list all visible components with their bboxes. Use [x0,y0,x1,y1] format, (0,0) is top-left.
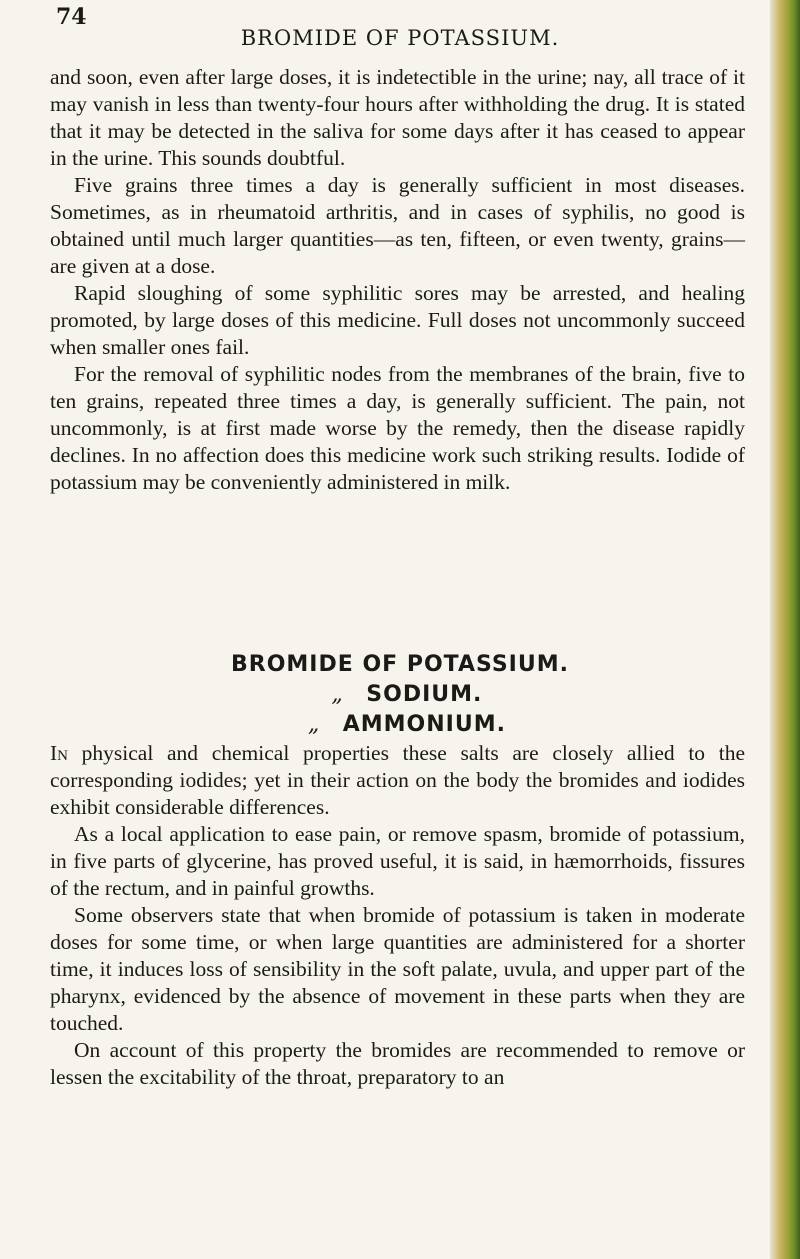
heading-ammonium-line [0,710,800,740]
paragraph-dosage: Five grains three times a day is generally sufficient in most diseases. Sometimes, as in rheumatoid arthritis, and in cases of syphilis, no good is obtained until much larger quantities—as ten, fifteen, or even twenty, grains—are given at a dose. [50,173,745,278]
page-number: 74 [56,4,87,30]
paragraph-observers: Some observers state that when bromide of potassium is taken in moderate doses for some time, or when large quantities are administered for a shorter time, it induces loss of sensibility in the soft palate, uvula, and upper part of the pharynx, evidenced by the absence of movement in these parts when they are touched. [50,903,745,1035]
section-heading [0,650,800,740]
paragraph-properties-text: physical and chemical properties these salts are closely allied to the corresponding iodides; yet in their action on the body the bromides and iodides exhibit considerable differences. [50,741,745,819]
paragraph-local-application: As a local application to ease pain, or remove spasm, bromide of potassium, in five parts of glycerine, has proved useful, it is said, in hæmorrhoids, fissures of the rectum, and in painful growths. [50,822,745,900]
top-text-block [50,64,745,496]
paragraph-nodes: For the removal of syphilitic nodes from the membranes of the brain, five to ten grains, repeated three times a day, is generally sufficient. The pain, not uncommonly, is at first made worse by the remedy, then the disease rapidly declines. In no affection does this medicine work such striking results. Iodide of potassium may be conveniently administered in milk. [50,362,745,494]
heading-bromide-potassium: BROMIDE OF POTASSIUM. [231,652,569,677]
ditto-mark: „ [331,682,344,707]
ditto-mark: „ [307,712,321,737]
heading-sodium-line [0,680,800,710]
paragraph-continuation: and soon, even after large doses, it is indetectible in the urine; nay, all trace of it may vanish in less than twenty-four hours after withholding the drug. It is stated that it may be detected in the saliva for some days after it has ceased to appear in the urine. This sounds doubtful. [50,65,745,170]
paragraph-sloughing: Rapid sloughing of some syphilitic sores may be arrested, and healing promoted, by large doses of this medicine. Full doses not uncommonly succeed when smaller ones fail. [50,281,745,359]
heading-ammonium: AMMONIUM. [342,712,506,737]
heading-sodium: SODIUM. [366,682,483,707]
paragraph-properties [50,740,745,821]
running-head: BROMIDE OF POTASSIUM. [240,26,560,50]
initial-word: In [50,741,68,765]
bottom-text-block [50,740,745,1091]
page-edge-decoration [770,0,800,1259]
paragraph-throat: On account of this property the bromides are recommended to remove or lessen the excitability of the throat, preparatory to an [50,1038,745,1089]
